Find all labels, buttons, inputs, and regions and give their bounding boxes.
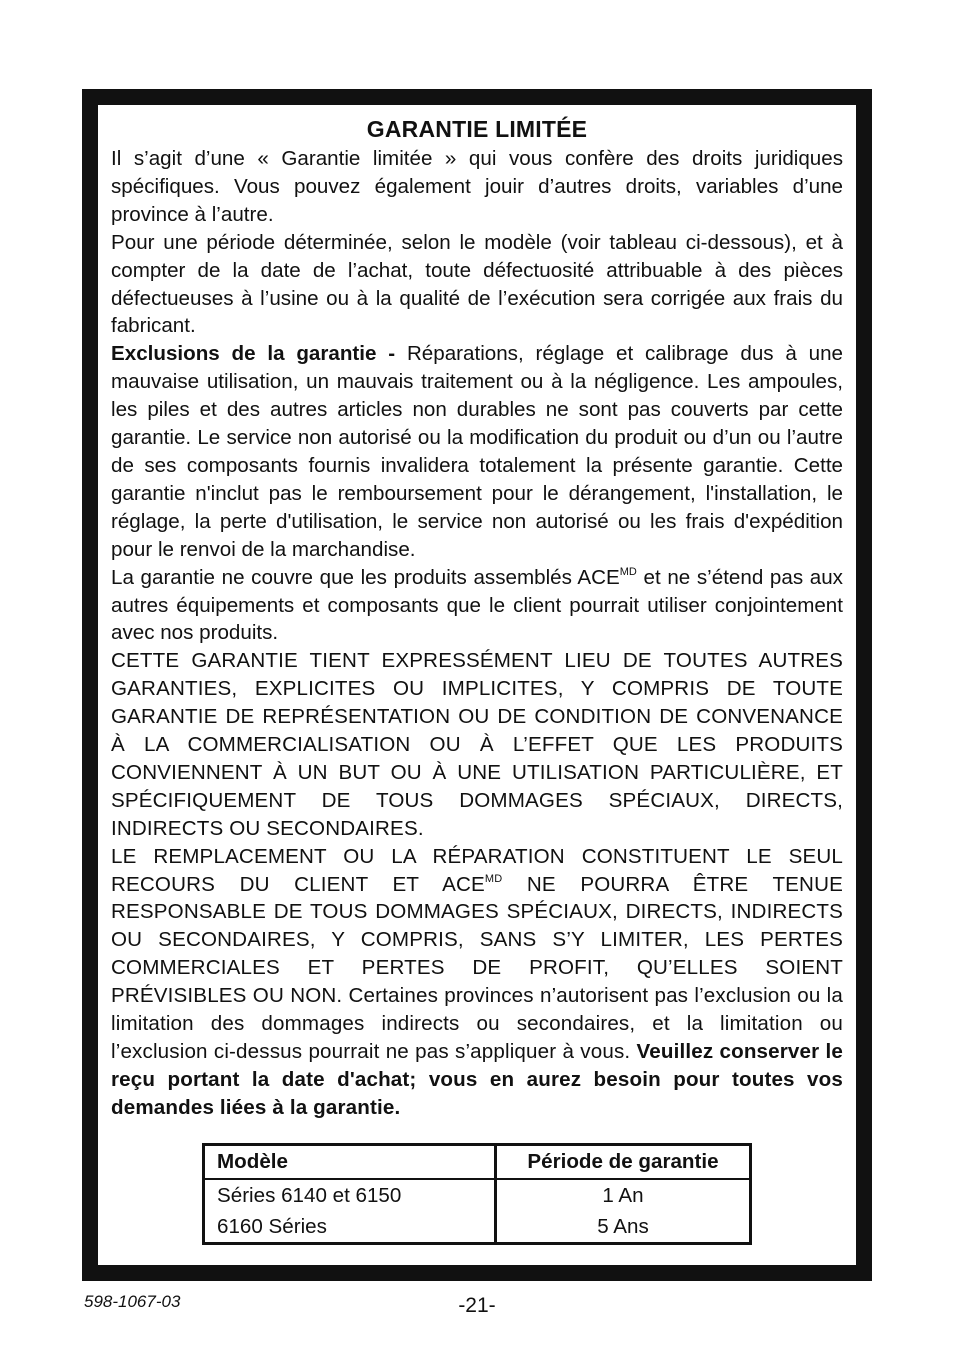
remedy-text-b: NE POURRA ÊTRE TENUE RESPONSABLE DE TOUS DOMMAGES SPÉCIAUX, DIRECTS, INDIRECTS OU SECONDAIRES, Y COMPRIS, SANS S’Y LIMITER, LES PERTES COMMERCIALES ET PERTES DE PROFIT, QU’ELLES SOIENT PRÉVISIBLES OU NON. Certaines provinces n’autorisent pas l’exclusion ou la limitation des dommages indirects ou secondaires, et la limitation ou l’exclusion ci-dessus pourrait ne pas s’appliquer à vous. [111, 872, 843, 1063]
paragraph-remedy [111, 843, 843, 1122]
column-header-period: Période de garantie [496, 1145, 751, 1180]
cell-period: 1 An [602, 1183, 644, 1207]
table-row [204, 1211, 751, 1244]
paragraph-exclusions [111, 340, 843, 563]
paragraph-ace-products [111, 564, 843, 648]
trademark-mark: MD [484, 872, 503, 885]
warranty-content [111, 113, 843, 1122]
ace-products-text-b: et ne s’étend pas aux autres équipements et composants que le client pourrait utiliser conjointement avec nos produits. [111, 565, 843, 645]
cell-model: Séries 6140 et 6150 [204, 1179, 496, 1211]
paragraph-disclaimer: CETTE GARANTIE TIENT EXPRESSÉMENT LIEU DE TOUTES AUTRES GARANTIES, EXPLICITES OU IMPLICITES, Y COMPRIS DE TOUTE GARANTIE DE REPRÉSENTATION OU DE CONDITION DE CONVENANCE À LA COMMERCIALISATION OU À L’EFFET QUE LES PRODUITS CONVIENNENT À UN BUT OU À UNE UTILISATION PARTICULIÈRE, ET SPÉCIFIQUEMENT DE TOUS DOMMAGES SPÉCIAUX, DIRECTS, INDIRECTS OU SECONDAIRES. [111, 649, 843, 840]
page-number: -21- [458, 1294, 496, 1317]
receipt-notice: Veuillez conserver le reçu portant la date d'achat; vous en aurez besoin pour toutes vos demandes liées à la garantie. [111, 1040, 843, 1119]
cell-period: 5 Ans [597, 1214, 649, 1238]
table-header-row [204, 1145, 751, 1180]
exclusions-label: Exclusions de la garantie - [111, 342, 407, 366]
trademark-mark: MD [619, 565, 637, 578]
ace-products-text-a: La garantie ne couvre que les produits assemblés ACE [111, 565, 620, 589]
exclusions-text: Réparations, réglage et calibrage dus à une mauvaise utilisation, un mauvais traitement ou à la négligence. Les ampoules, les piles et des autres articles non durables ne sont pas couverts par cette garantie. Le service non autorisé ou la modification du produit ou d’un ou l’autre de ses composants fournis invalidera totalement la présente garantie. Cette garantie n'inclut pas le remboursement pour le dérangement, l'installation, le réglage, la perte d'utilisation, le service non autorisé ou les frais d'expédition pour le renvoi de la marchandise. [111, 342, 843, 561]
column-header-model: Modèle [204, 1145, 496, 1180]
document-code: 598-1067-03 [84, 1292, 181, 1311]
cell-model: 6160 Séries [204, 1211, 496, 1244]
remedy-text-a: LE REMPLACEMENT OU LA RÉPARATION CONSTITUENT LE SEUL RECOURS DU CLIENT ET ACE [111, 844, 843, 896]
table-row [204, 1179, 751, 1211]
paragraph-coverage: Pour une période déterminée, selon le modèle (voir tableau ci-dessous), et à compter de la date de l’achat, toute défectuosité attribuable à des pièces défectueuses à l’usine ou à la qualité de l’exécution sera corrigée aux frais du fabricant. [111, 230, 843, 338]
warranty-table [202, 1143, 752, 1245]
paragraph-intro: Il s’agit d’une « Garantie limitée » qui vous confère des droits juridiques spécifiques. Vous pouvez également jouir d’autres droits, variables d’une province à l’autre. [111, 147, 843, 226]
page-title: GARANTIE LIMITÉE [366, 116, 588, 142]
